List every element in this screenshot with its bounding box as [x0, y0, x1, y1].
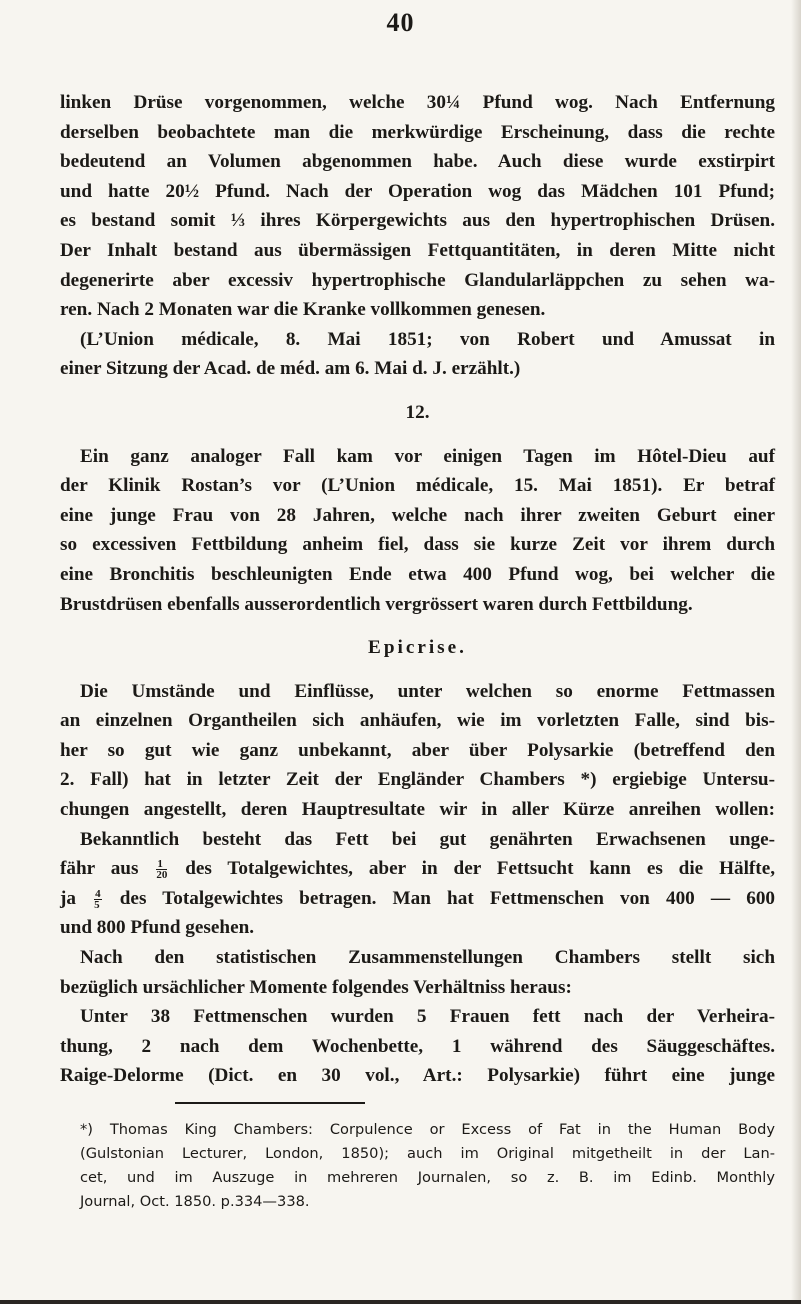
text-line: ren. Nach 2 Monaten war die Kranke vollkommen genesen.: [60, 299, 546, 321]
footnote-line: (Gulstonian Lecturer, London, 1850); auch im Original mitgetheilt in der Lan-: [80, 1145, 775, 1162]
footnote: [60, 1118, 775, 1214]
fraction-one-twentieth: [156, 859, 167, 880]
text-line: bedeutend an Volumen abgenommen habe. Auch diese wurde exstirpirt: [60, 151, 775, 173]
text-line: Bekanntlich besteht das Fett bei gut genährten Erwachsenen unge-: [80, 828, 775, 850]
text-line: derselben beobachtete man die merkwürdige Erscheinung, dass die rechte: [60, 121, 775, 143]
text-fragment: des Totalgewichtes, aber in der Fettsucht kann es die Hälfte,: [185, 858, 776, 880]
text-line: Nach den statistischen Zusammenstellungen Chambers stellt sich: [80, 947, 775, 969]
page-number: 40: [386, 8, 415, 37]
text-line: Ein ganz analoger Fall kam vor einigen Tagen im Hôtel-Dieu auf: [80, 445, 775, 467]
text-line-with-fraction: [60, 884, 775, 914]
citation-line: (L’Union médicale, 8. Mai 1851; von Robert und Amussat in: [80, 328, 775, 350]
text-line: 2. Fall) hat in letzter Zeit der Engländer Chambers *) ergiebige Untersu-: [60, 769, 775, 791]
text-line: chungen angestellt, deren Hauptresultate wir in aller Kürze anreihen wollen:: [60, 799, 775, 821]
text-line: der Klinik Rostan’s vor (L’Union médicale, 15. Mai 1851). Er betraf: [60, 475, 775, 497]
main-text: [60, 88, 775, 1091]
page-bottom-edge: [0, 1300, 801, 1304]
text-line: eine junge Frau von 28 Jahren, welche nach ihrer zweiten Geburt einer: [60, 504, 775, 526]
text-line: Der Inhalt bestand aus übermässigen Fettquantitäten, in deren Mitte nicht: [60, 239, 775, 261]
fraction-numerator: 1: [156, 859, 167, 870]
citation-line: einer Sitzung der Acad. de méd. am 6. Mai d. J. erzählt.): [60, 358, 521, 380]
text-line: Raige-Delorme (Dict. en 30 vol., Art.: Polysarkie) führt eine junge: [60, 1065, 775, 1087]
text-line: thung, 2 nach dem Wochenbette, 1 während des Säuggeschäftes.: [60, 1035, 775, 1057]
footnote-divider: [175, 1102, 365, 1104]
text-fragment: des Totalgewichtes betragen. Man hat Fettmenschen von 400 — 600: [119, 887, 776, 909]
fraction-four-fifths: [94, 889, 102, 910]
text-line: degenerirte aber excessiv hypertrophische Glandularläppchen zu sehen wa-: [60, 269, 775, 291]
text-line: her so gut wie ganz unbekannt, aber über Polysarkie (betreffend den: [60, 739, 775, 761]
fraction-denominator: 5: [94, 898, 100, 911]
fraction-denominator: 20: [156, 869, 168, 882]
text-line: an einzelnen Organtheilen sich anhäufen, wie im vorletzten Falle, sind bis-: [60, 710, 775, 732]
epicrise-heading: Epicrise.: [368, 637, 467, 659]
text-line: und 800 Pfund gesehen.: [60, 917, 255, 939]
text-line: Die Umstände und Einflüsse, unter welchen so enorme Fettmassen: [80, 680, 775, 702]
text-fragment: ja: [60, 887, 76, 909]
text-line: es bestand somit ⅓ ihres Körpergewichts aus den hypertrophischen Drüsen.: [60, 210, 775, 232]
text-line: Brustdrüsen ebenfalls ausserordentlich vergrössert waren durch Fettbildung.: [60, 593, 693, 615]
text-fragment: fähr aus: [60, 858, 139, 880]
footnote-line: *) Thomas King Chambers: Corpulence or Excess of Fat in the Human Body: [80, 1121, 775, 1138]
text-line: eine Bronchitis beschleunigten Ende etwa 400 Pfund wog, bei welcher die: [60, 563, 775, 585]
text-line-with-fraction: [60, 854, 775, 884]
fraction-numerator: 4: [95, 887, 101, 900]
footnote-line: Journal, Oct. 1850. p.334—338.: [80, 1193, 310, 1210]
section-number: 12.: [405, 401, 430, 423]
page-edge-shadow: [791, 0, 801, 1304]
text-line: so excessiven Fettbildung anheim fiel, dass sie kurze Zeit vor ihrem durch: [60, 534, 775, 556]
footnote-line: cet, und im Auszuge in mehreren Journalen, so z. B. im Edinb. Monthly: [80, 1169, 775, 1186]
text-line: bezüglich ursächlicher Momente folgendes Verhältniss heraus:: [60, 976, 572, 998]
text-line: Unter 38 Fettmenschen wurden 5 Frauen fett nach der Verheira-: [80, 1006, 775, 1028]
text-line: und hatte 20½ Pfund. Nach der Operation wog das Mädchen 101 Pfund;: [60, 180, 775, 202]
text-line: linken Drüse vorgenommen, welche 30¼ Pfund wog. Nach Entfernung: [60, 92, 775, 113]
